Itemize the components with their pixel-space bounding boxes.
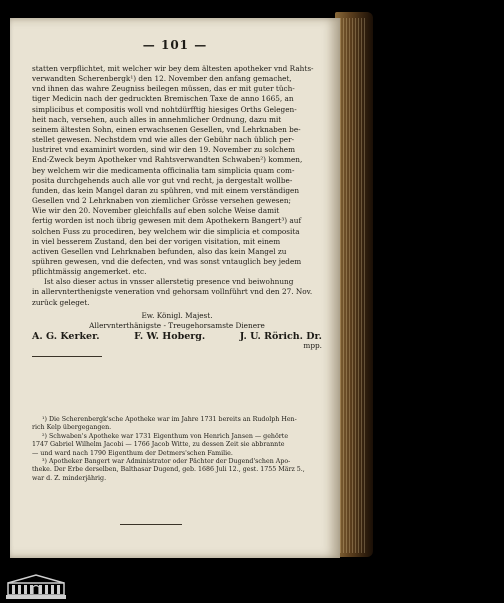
- footnotes: [32, 416, 322, 483]
- text-line: vnd ihnen das wahre Zeugniss beilegen müssen, das er mit guter tüch-: [32, 84, 295, 94]
- text-line: posita durchgehends auch alle vor gut vnd recht, ja dergestalt wollbe-: [32, 175, 293, 185]
- library-building-logo-icon: [6, 573, 66, 599]
- text-line: seinem ältesten Sohn, einen erwachsenen Gesellen, vnd Lehrknaben be-: [32, 124, 301, 134]
- text-line: Gesellen vnd 2 Lehrknaben von ziemlicher Grösse versehen gewesen;: [32, 196, 291, 206]
- footnote-divider: [32, 356, 102, 357]
- page-edge-texture: [340, 18, 366, 553]
- text-line: End-Zweck beym Apotheker vnd Rahtsverwandten Schwaben²) kommen,: [32, 155, 303, 165]
- footnote-line: rich Kelp übergegangen.: [32, 424, 112, 432]
- text-line: funden, das kein Mangel daran zu spühren, vnd mit einem verständigen: [32, 185, 300, 195]
- footnote-line: ³) Apotheker Bangert war Administrator oder Pächter der Dugend'schen Apo-: [42, 458, 291, 466]
- closing-line: Ist also dieser actus in vnsser allerstetig presence vnd beiwohnung: [44, 277, 294, 287]
- signer-kerker: A. G. Kerker.: [32, 331, 100, 343]
- text-line: in viel besserem Zustand, den bei der vorigen visitation, mit einem: [32, 236, 281, 246]
- text-line: spühren gewesen, vnd die defecten, vnd was sonst vntauglich bey jedem: [32, 256, 302, 266]
- footnote-line: ¹) Die Scherenbergk'sche Apotheke war im Jahre 1731 bereits an Rudolph Hen-: [42, 416, 297, 423]
- signer-hoberg: F. W. Hoberg.: [134, 331, 206, 343]
- text-line: stellet gewesen. Nechstdem vnd wie alles der Gebühr nach üblich per-: [32, 135, 295, 145]
- text-line: lustriret vnd examinirt worden, sind wir den 19. November zu solchem: [32, 145, 296, 155]
- signer-roerich: J. U. Rörich. Dr.: [239, 331, 322, 343]
- salutation-subtitle: Allervnterthänigste - Treugehorsamste Dienere: [89, 320, 265, 330]
- footnote-line: war d. Z. minderjährig.: [32, 474, 107, 482]
- bottom-rule: [120, 524, 182, 525]
- closing-line: in allervnterthenigste veneration vnd gehorsam vollnführt vnd den 27. Nov.: [32, 287, 313, 297]
- text-line: Wie wir den 20. November gleichfalls auf eben solche Weise damit: [32, 206, 280, 216]
- signatories: [32, 332, 322, 342]
- footnote-line: 1747 Gabriel Wilhelm Jacobi — 1766 Jacob Witte, zu dessen Zeit sie abbrannte: [32, 441, 285, 449]
- text-line: fertig worden ist noch übrig gewesen mit dem Apothekern Bangert³) auf: [32, 216, 302, 226]
- main-text: [32, 64, 322, 362]
- footnote-line: theke. Der Erbe derselben, Balthasar Dugend, geb. 1686 Juli 12., gest. 1755 März 5.,: [32, 466, 305, 474]
- closing-line: zurück geleget.: [32, 297, 90, 307]
- text-line: bey welchem wir die medicamenta officinalia tam simplicia quam com-: [32, 165, 295, 175]
- text-line: solchen Fuss zu procediren, bey welchem wir die simplicia et composita: [32, 226, 300, 236]
- text-line: activen Gesellen vnd Lehrknaben befunden, also das kein Mangel zu: [32, 246, 287, 256]
- text-line: heit nach, versehen, auch alles in annehmlicher Ordnung, dazu mit: [32, 114, 282, 124]
- text-line: statten verpflichtet, mit welcher wir bey dem ältesten apotheker vnd Rahts-: [32, 64, 314, 73]
- text-line: verwandten Scherenbergk¹) den 12. November den anfang gemachet,: [32, 74, 292, 84]
- text-line: tiger Medicin nach der gedruckten Bremischen Taxe de anno 1665, an: [32, 94, 294, 104]
- salutation: Ew. Königl. Majest.: [141, 310, 213, 320]
- text-line: simplicibus et compositis woll vnd nohtdürfftig hiesiges Orths Gelegen-: [32, 104, 297, 114]
- text-line: pflichtmässig angemerket. etc.: [32, 267, 147, 277]
- page-number: — 101 —: [142, 38, 208, 52]
- signer-suffix: mpp.: [303, 341, 322, 351]
- footnote-line: ²) Schwaben's Apotheke war 1731 Eigenthum von Henrich Jansen — gehörte: [42, 432, 289, 440]
- book-page: [10, 18, 340, 558]
- footnote-line: — und ward nach 1790 Eigenthum der Detmers'schen Familie.: [32, 449, 233, 457]
